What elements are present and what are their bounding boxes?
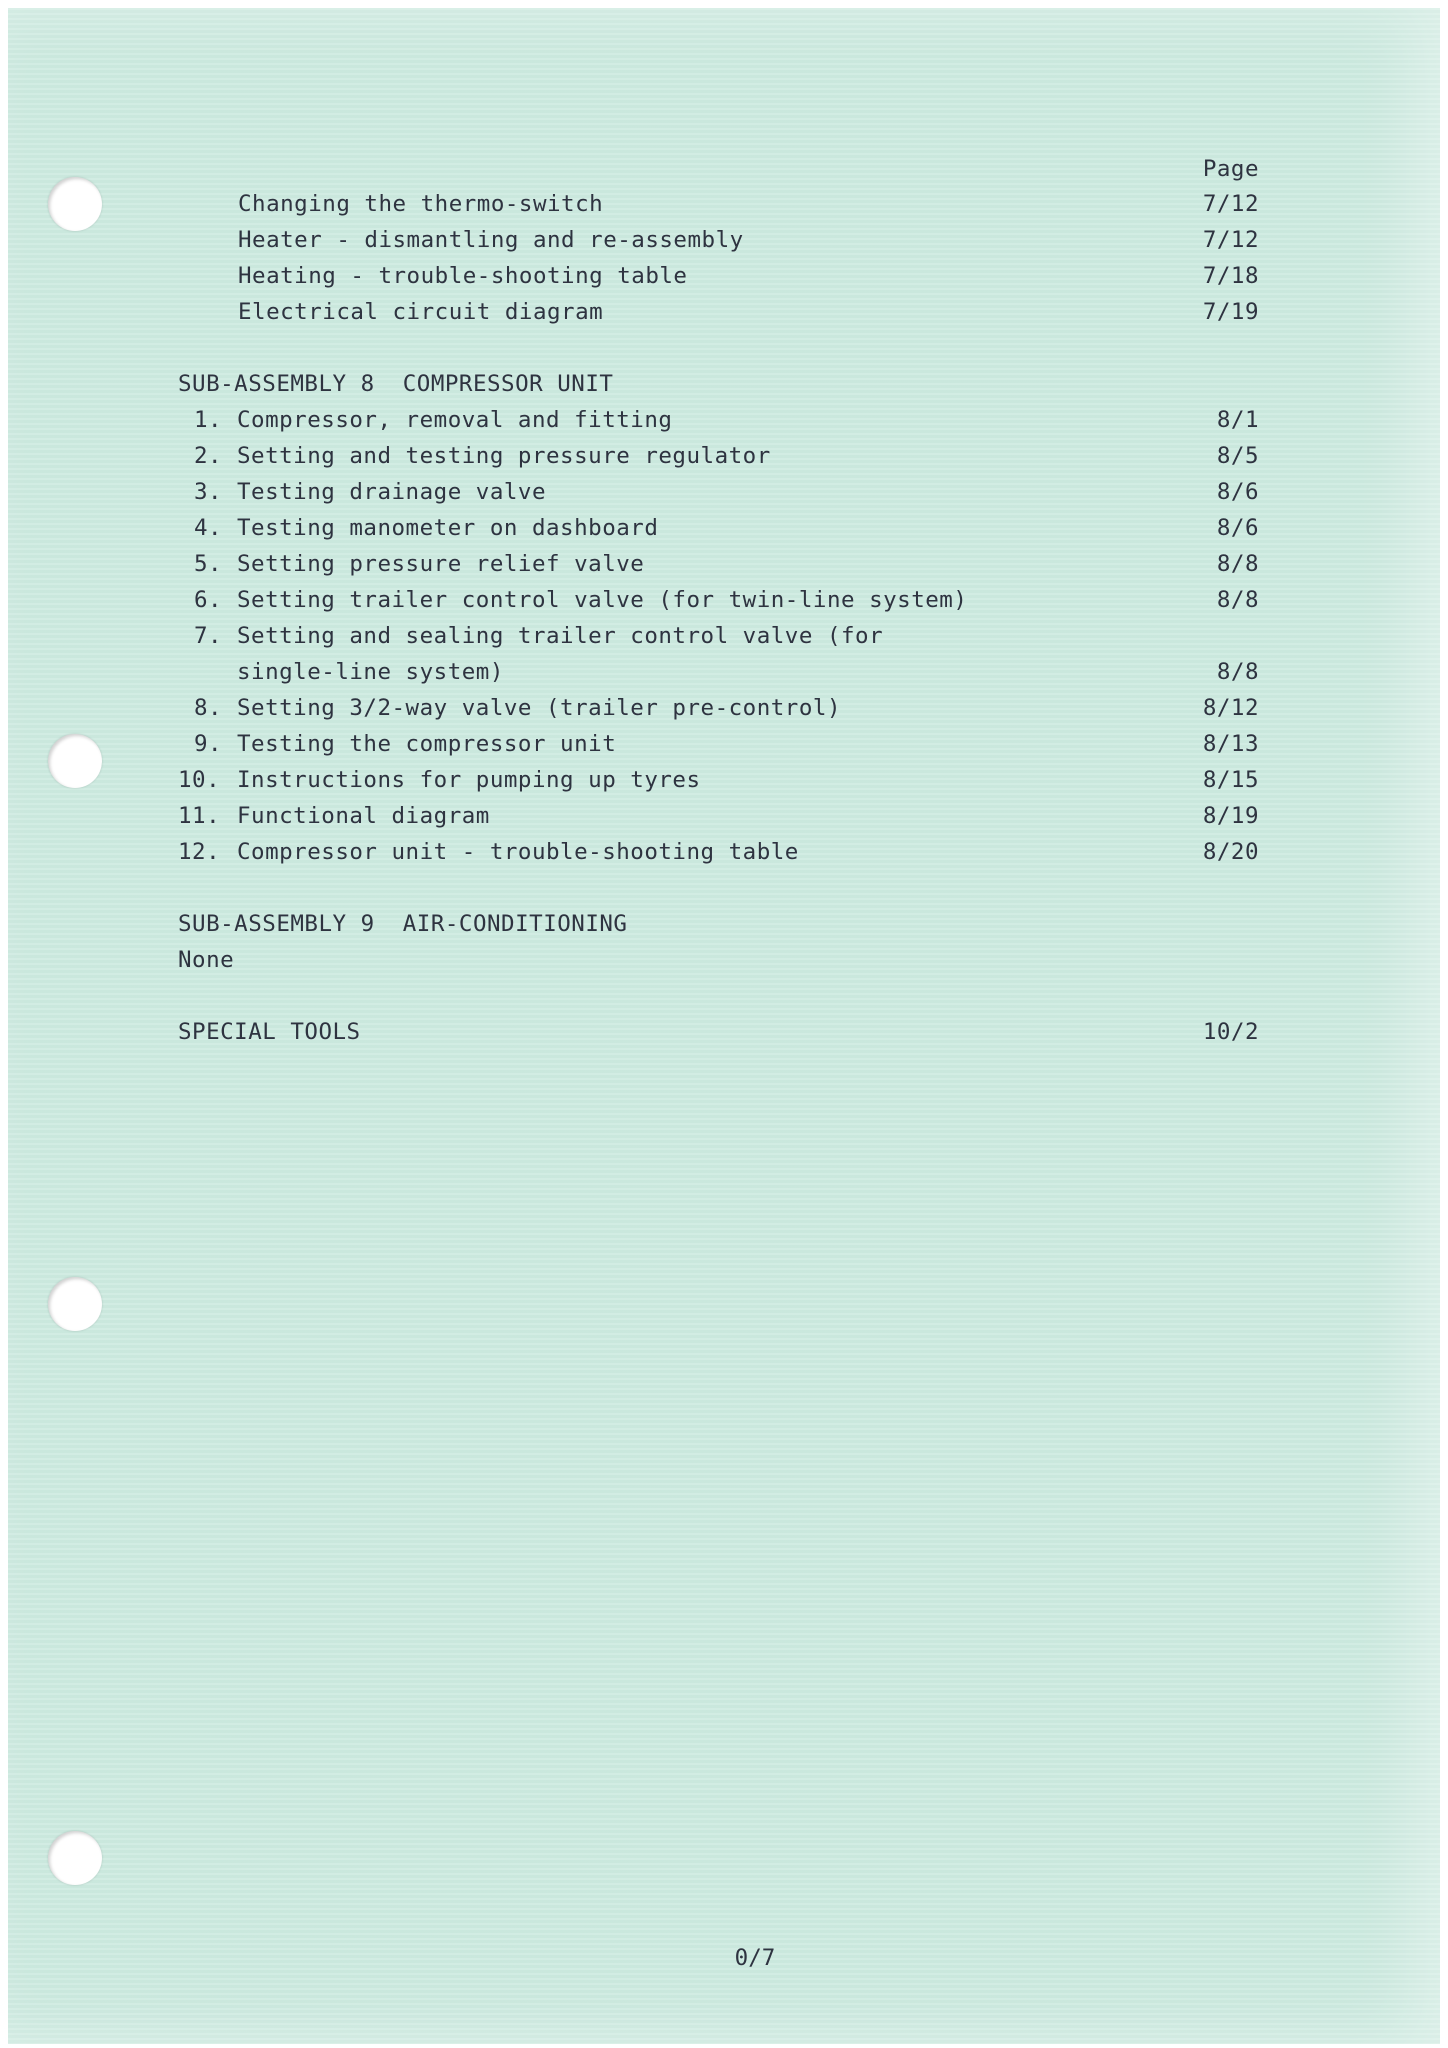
toc-item-page: 8/13	[1202, 731, 1259, 757]
toc-entry-page: 7/12	[1202, 191, 1259, 217]
toc-item-page: 8/20	[1202, 839, 1259, 865]
toc-item-number: 11.	[178, 803, 221, 829]
section-heading: SPECIAL TOOLS	[178, 1019, 361, 1045]
toc-item-number: 1.	[194, 407, 223, 433]
toc-item-number: 12.	[178, 839, 221, 865]
toc-item-page: 8/1	[1216, 407, 1259, 433]
toc-item-number: 6.	[194, 587, 223, 613]
toc-item-number: 10.	[178, 767, 221, 793]
toc-item-number: 2.	[194, 443, 223, 469]
toc-item-number: 9.	[194, 731, 223, 757]
toc-item-page: 8/12	[1202, 695, 1259, 721]
toc-item-text: Setting and sealing trailer control valve (for	[237, 623, 884, 649]
toc-item-number: 3.	[194, 479, 223, 505]
toc-item-text: Functional diagram	[237, 803, 490, 829]
toc-item-text: Testing manometer on dashboard	[237, 515, 659, 541]
toc-item-number: 8.	[194, 695, 223, 721]
toc-item-page: 8/5	[1216, 443, 1259, 469]
section-note: None	[178, 947, 235, 973]
toc-item-page: 8/8	[1216, 551, 1259, 577]
toc-item-text: Setting 3/2-way valve (trailer pre-control)	[237, 695, 841, 721]
toc-item-text: Setting pressure relief valve	[237, 551, 645, 577]
toc-item-text: Testing the compressor unit	[237, 731, 617, 757]
toc-item-page: 8/19	[1202, 803, 1259, 829]
binder-hole	[48, 1277, 102, 1331]
toc-item-page: 8/8	[1216, 587, 1259, 613]
toc-entry-page: 7/12	[1202, 227, 1259, 253]
toc-item-page: 8/15	[1202, 767, 1259, 793]
toc-entry-page: 7/18	[1202, 263, 1259, 289]
toc-item-page: 8/6	[1216, 479, 1259, 505]
toc-entry-text: Heating - trouble-shooting table	[238, 263, 688, 289]
toc-item-number: 5.	[194, 551, 223, 577]
section-heading: SUB-ASSEMBLY 8 COMPRESSOR UNIT	[178, 371, 614, 397]
toc-item-number: 7.	[194, 623, 223, 649]
toc-entry-text: Changing the thermo-switch	[238, 191, 604, 217]
toc-item-text: Instructions for pumping up tyres	[237, 767, 701, 793]
toc-item-text: Testing drainage valve	[237, 479, 547, 505]
toc-item-page: 8/8	[1216, 659, 1259, 685]
toc-item-text-continued: single-line system)	[237, 659, 504, 685]
toc-item-page: 10/2	[1202, 1019, 1259, 1045]
toc-item-text: Compressor unit - trouble-shooting table	[237, 839, 799, 865]
toc-item-text: Setting and testing pressure regulator	[237, 443, 771, 469]
binder-hole	[48, 177, 102, 231]
section-heading: SUB-ASSEMBLY 9 AIR-CONDITIONING	[178, 911, 628, 937]
toc-item-text: Compressor, removal and fitting	[237, 407, 673, 433]
binder-hole	[48, 734, 102, 788]
page-column-header: Page	[1202, 156, 1259, 182]
page-number: 0/7	[734, 1945, 776, 1971]
binder-hole	[48, 1831, 102, 1885]
toc-entry-text: Electrical circuit diagram	[238, 299, 604, 325]
toc-entry-page: 7/19	[1202, 299, 1259, 325]
toc-item-page: 8/6	[1216, 515, 1259, 541]
toc-item-number: 4.	[194, 515, 223, 541]
toc-entry-text: Heater - dismantling and re-assembly	[238, 227, 744, 253]
toc-item-text: Setting trailer control valve (for twin-line system)	[237, 587, 968, 613]
